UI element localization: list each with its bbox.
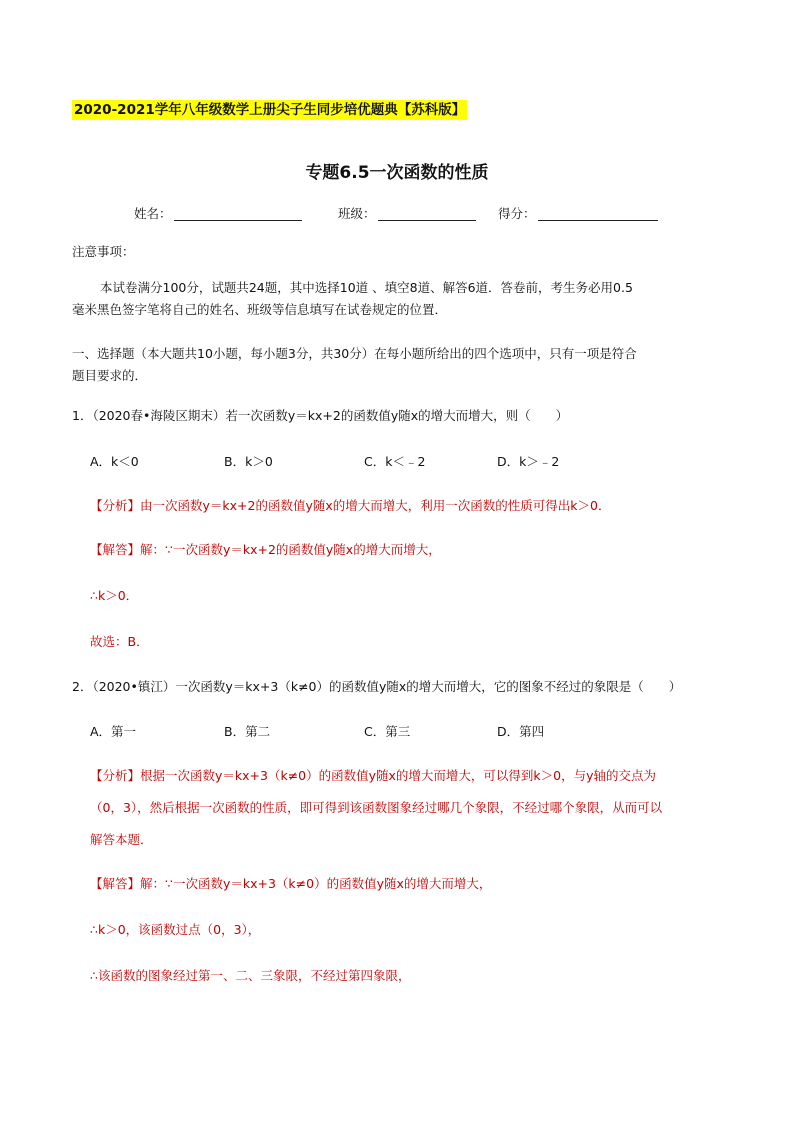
page-title: 专题6.5一次函数的性质 [305,163,489,183]
q1-option-b[interactable]: B．k＞0 [224,454,273,469]
q1-choice: 故选：B． [90,634,149,649]
score-field[interactable] [538,220,658,221]
q1-option-d[interactable]: D．k＞﹣2 [497,454,560,469]
name-field[interactable] [174,220,302,221]
q1-stem: 1．（2020春•海陵区期末）若一次函数y＝kx+2的函数值y随x的增大而增大，则（ ） [72,408,569,423]
q2-option-d[interactable]: D．第四 [497,724,545,739]
q2-option-a[interactable]: A．第一 [90,724,137,739]
q2-analysis-line-1: 【分析】根据一次函数y＝kx+3（k≠0）的函数值y随x的增大而增大，可以得到k＞0，与y轴的交点为 [90,768,657,783]
q2-option-c[interactable]: C．第三 [364,724,411,739]
q1-option-c[interactable]: C．k＜﹣2 [364,454,426,469]
q2-answer: 【解答】解：∵一次函数y＝kx+3（k≠0）的函数值y随x的增大而增大， [90,876,492,891]
score-label: 得分： [498,206,536,221]
class-field[interactable] [378,220,476,221]
q1-option-a[interactable]: A．k＜0 [90,454,139,469]
class-label: 班级： [338,206,376,221]
q2-stem: 2．（2020•镇江）一次函数y＝kx+3（k≠0）的函数值y随x的增大而增大，它的图象不经过的象限是（ ） [72,679,682,694]
q2-analysis-line-2: （0，3），然后根据一次函数的性质，即可得到该函数图象经过哪几个象限，不经过哪个象限，从而可以 [90,800,663,815]
section-heading-line-1: 一、选择题（本大题共10小题，每小题3分，共30分）在每小题所给出的四个选项中，只有一项是符合 [72,346,637,361]
name-label: 姓名： [134,206,172,221]
q1-analysis: 【分析】由一次函数y＝kx+2的函数值y随x的增大而增大，利用一次函数的性质可得出k＞0． [90,498,611,513]
q2-step-2: ∴该函数的图象经过第一、二、三象限，不经过第四象限， [90,968,411,983]
q2-analysis-line-3: 解答本题． [90,832,153,847]
q1-answer: 【解答】解：∵一次函数y＝kx+2的函数值y随x的增大而增大， [90,542,441,557]
q2-step-1: ∴k＞0，该函数过点（0，3）， [90,922,261,937]
notice-heading: 注意事项： [72,244,135,259]
notice-line-2: 毫米黑色签字笔将自己的姓名、班级等信息填写在试卷规定的位置． [72,302,448,317]
header-banner: 2020-2021学年八年级数学上册尖子生同步培优题典【苏科版】 [74,102,466,118]
notice-line-1: 本试卷满分100分，试题共24题，其中选择10道 、填空8道、解答6道．答卷前，考生务必用0.5 [100,280,633,295]
q2-option-b[interactable]: B．第二 [224,724,271,739]
section-heading-line-2: 题目要求的． [72,368,148,383]
q1-step: ∴k＞0． [90,588,139,603]
